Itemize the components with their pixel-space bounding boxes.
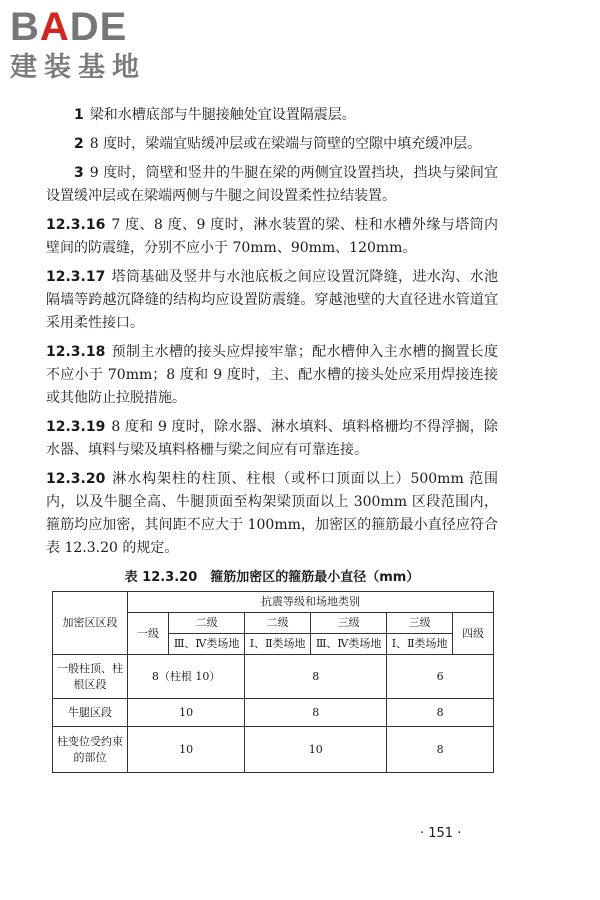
clause-3: 3 9 度时，筒壁和竖井的牛腿在梁的两侧宜设置挡块，挡块与梁间宜设置缓冲层或在梁端两侧与牛腿之间设置柔性拉结装置。 xyxy=(46,165,498,204)
row-cell: 8（柱根 10） xyxy=(128,655,245,699)
table-row xyxy=(53,655,494,699)
header-level3a: 三级 xyxy=(310,613,386,634)
row-label: 一般柱顶、柱根区段 xyxy=(53,655,128,699)
table-row xyxy=(53,727,494,773)
header-site-34b: Ⅲ、Ⅳ类场地 xyxy=(310,634,386,655)
header-level2a: 二级 xyxy=(169,613,245,634)
row-cell: 10 xyxy=(128,699,245,727)
table-row xyxy=(53,699,494,727)
row-cell: 8 xyxy=(245,699,387,727)
clause-12-3-18: 12.3.18 预制主水槽的接头应焊接牢靠；配水槽伸入主水槽的搁置长度不应小于 70mm；8 度和 9 度时，主、配水槽的接头处应采用焊接连接或其他防止拉脱措施。 xyxy=(46,344,498,406)
logo xyxy=(10,4,180,84)
row-cell: 10 xyxy=(245,727,387,773)
clause-12-3-17: 12.3.17 塔筒基础及竖井与水池底板之间应设置沉降缝，进水沟、水池隔墙等跨越沉降缝的结构均应设置防震缝。穿越池壁的大直径进水管道宜采用柔性接口。 xyxy=(46,269,498,331)
clause-12-3-16: 12.3.16 7 度、8 度、9 度时，淋水装置的梁、柱和水槽外缘与塔筒内壁间的防震缝，分别不应小于 70mm、90mm、120mm。 xyxy=(46,217,498,256)
row-cell: 6 xyxy=(387,655,494,699)
document-body xyxy=(46,104,498,773)
row-cell: 8 xyxy=(387,727,494,773)
header-site-34: Ⅲ、Ⅳ类场地 xyxy=(169,634,245,655)
table-corner: 加密区区段 xyxy=(53,592,128,655)
table-caption: 表 12.3.20 箍筋加密区的箍筋最小直径（mm） xyxy=(124,570,420,585)
table-group-header: 抗震等级和场地类别 xyxy=(128,592,494,613)
clause-2: 2 8 度时，梁端宜贴缓冲层或在梁端与筒壁的空隙中填充缓冲层。 xyxy=(74,136,482,152)
stirrup-table xyxy=(52,591,494,773)
page-number: · 151 · xyxy=(420,826,462,841)
logo-wordmark: BADE xyxy=(10,5,128,49)
header-level2b: 二级 xyxy=(245,613,311,634)
header-site-12b: Ⅰ、Ⅱ类场地 xyxy=(387,634,453,655)
row-cell: 8 xyxy=(245,655,387,699)
header-level4: 四级 xyxy=(453,613,494,655)
row-cell: 10 xyxy=(128,727,245,773)
clause-1: 1 梁和水槽底部与牛腿接触处宜设置隔震层。 xyxy=(74,107,356,123)
clause-12-3-20: 12.3.20 淋水构架柱的柱顶、柱根（或杯口顶面以上）500mm 范围内，以及牛腿全高、牛腿顶面至构架梁顶面以上 300mm 区段范围内，箍筋均应加密，其间距不应大于 100mm，加密区的箍筋最小直径应符合表 12.3.20 的规定。 xyxy=(46,471,498,556)
clause-12-3-19: 12.3.19 8 度和 9 度时，除水器、淋水填料、填料格栅均不得浮搁，除水器、填料与梁及填料格栅与梁之间应有可靠连接。 xyxy=(46,419,498,458)
header-site-12a: Ⅰ、Ⅱ类场地 xyxy=(245,634,311,655)
logo-subtitle: 建装基地 xyxy=(10,52,146,83)
row-label: 牛腿区段 xyxy=(53,699,128,727)
header-level1: 一级 xyxy=(128,613,169,655)
row-cell: 8 xyxy=(387,699,494,727)
row-label: 柱变位受约束的部位 xyxy=(53,727,128,773)
header-level3b: 三级 xyxy=(387,613,453,634)
